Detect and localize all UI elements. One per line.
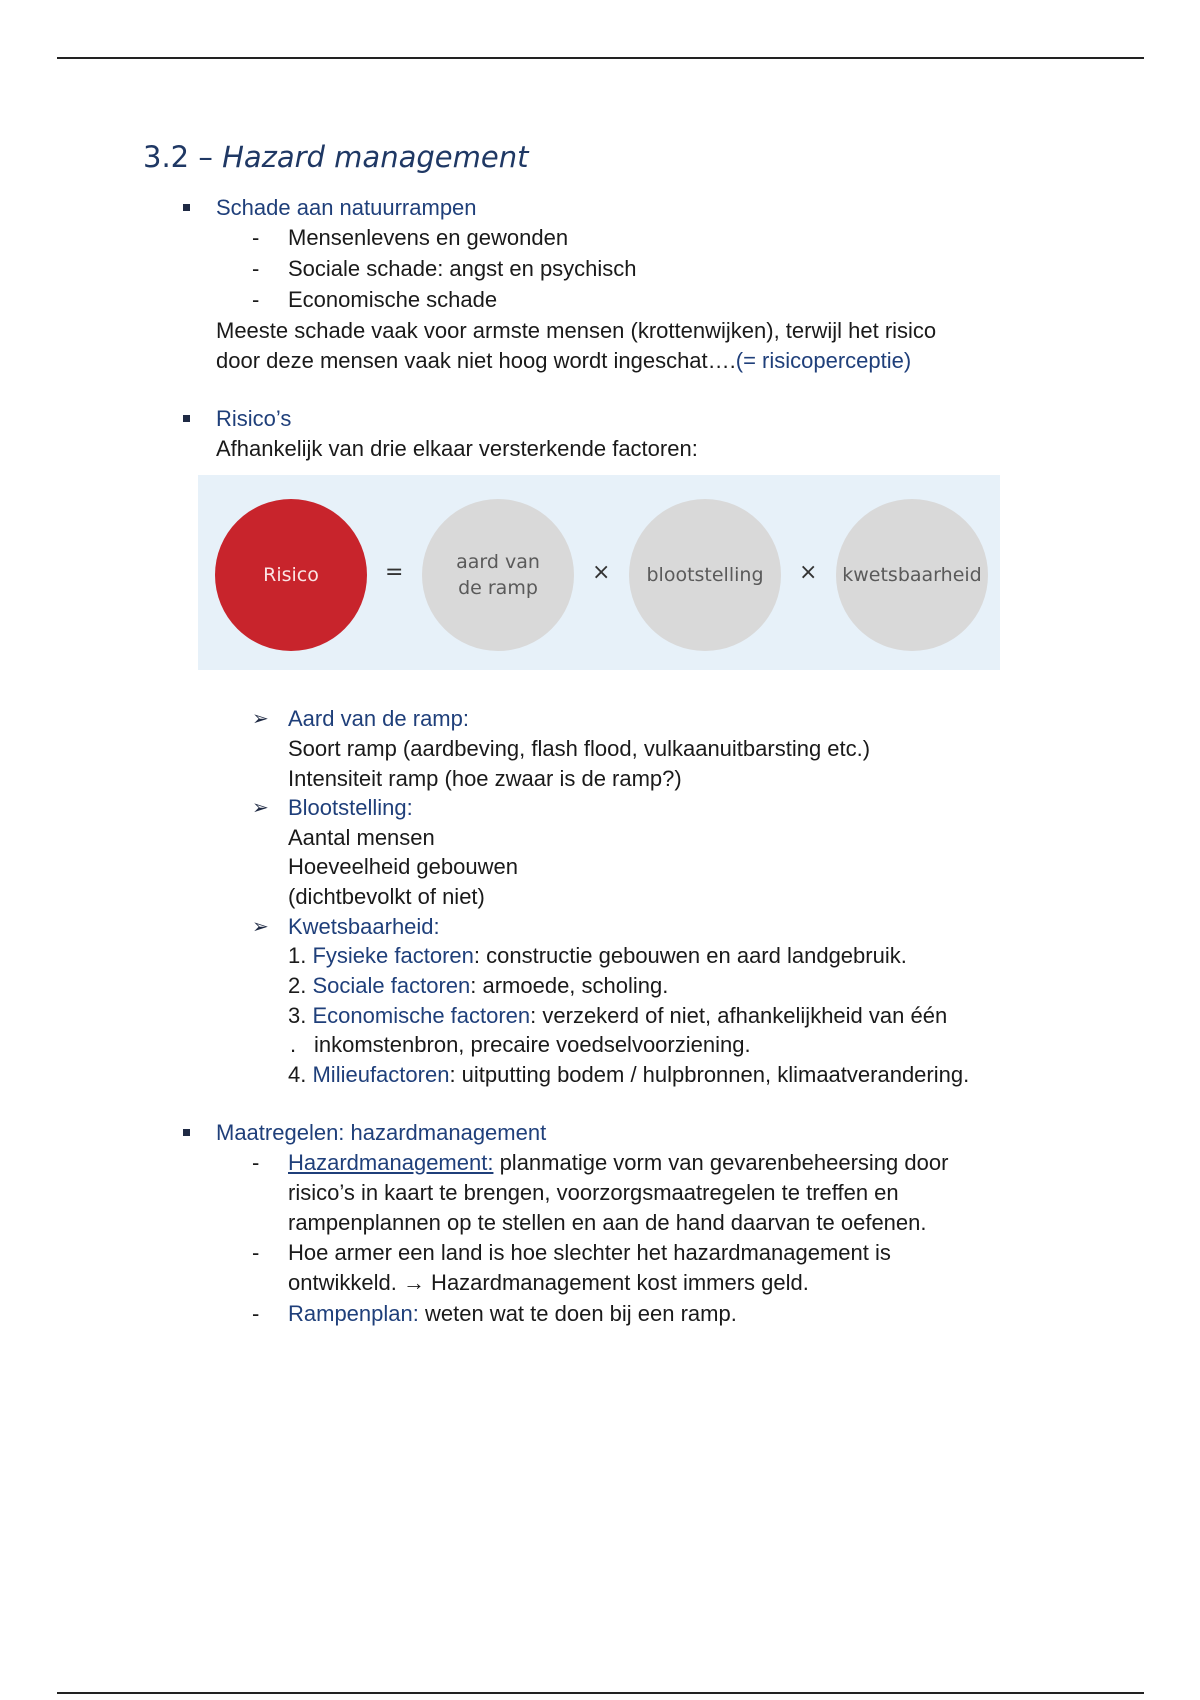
factor-label: Economische factoren bbox=[312, 1003, 531, 1028]
section-heading-risicos: Risico’s bbox=[216, 406, 292, 431]
arrow-bullet-icon: ➢ bbox=[252, 708, 269, 730]
continuation-marker: . bbox=[290, 1032, 297, 1057]
dash-marker: - bbox=[252, 287, 260, 312]
times-sign: × bbox=[592, 560, 611, 585]
dash-marker: - bbox=[252, 225, 260, 250]
definition-line: risico’s in kaart te brengen, voorzorgsmaatregelen te treffen en bbox=[288, 1180, 899, 1205]
numbered-item bbox=[288, 941, 907, 971]
rampenplan-term: Rampenplan: bbox=[288, 1301, 419, 1326]
risicoperceptie-note: (= risicoperceptie) bbox=[735, 348, 912, 373]
rampenplan-text: weten wat te doen bij een ramp. bbox=[418, 1301, 737, 1326]
list-item: Mensenlevens en gewonden bbox=[288, 225, 569, 250]
risico-label: Risico bbox=[263, 564, 319, 586]
list-item: Economische schade bbox=[288, 287, 498, 312]
item-number: 1. bbox=[288, 943, 307, 968]
section-number: 3.2 – bbox=[143, 140, 213, 174]
aard-circle bbox=[422, 499, 574, 651]
dash-marker: - bbox=[252, 1150, 260, 1175]
page-title bbox=[143, 140, 528, 174]
kwets-heading: Kwetsbaarheid: bbox=[288, 914, 440, 939]
list-item: Sociale schade: angst en psychisch bbox=[288, 256, 637, 281]
definition-line bbox=[288, 1148, 948, 1178]
bloot-line: (dichtbevolkt of niet) bbox=[288, 884, 485, 909]
factor-label: Fysieke factoren bbox=[312, 943, 474, 968]
factor-text: : armoede, scholing. bbox=[470, 973, 669, 998]
aard-line: Intensiteit ramp (hoe zwaar is de ramp?) bbox=[288, 766, 682, 791]
paragraph-text: door deze mensen vaak niet hoog wordt ingeschat…. bbox=[216, 348, 736, 373]
bullet-icon bbox=[183, 204, 190, 211]
factor-label: Milieufactoren bbox=[312, 1062, 450, 1087]
section-title-text: Hazard management bbox=[222, 140, 529, 174]
bloot-heading: Blootstelling: bbox=[288, 795, 413, 820]
aard-label-line2: de ramp bbox=[458, 577, 538, 599]
top-rule bbox=[57, 57, 1144, 59]
factor-label: Sociale factoren bbox=[312, 973, 471, 998]
bloot-line: Aantal mensen bbox=[288, 825, 435, 850]
hazardmanagement-term: Hazardmanagement: bbox=[288, 1150, 494, 1175]
item-number: 4. bbox=[288, 1062, 307, 1087]
aard-heading: Aard van de ramp: bbox=[288, 706, 469, 731]
paragraph-line: Meeste schade vaak voor armste mensen (krottenwijken), terwijl het risico bbox=[216, 318, 937, 343]
aard-line: Soort ramp (aardbeving, flash flood, vulkaanuitbarsting etc.) bbox=[288, 736, 871, 761]
bloot-line: Hoeveelheid gebouwen bbox=[288, 854, 518, 879]
bullet-icon bbox=[183, 1129, 190, 1136]
times-sign: × bbox=[799, 560, 818, 585]
kwetsbaarheid-label: kwetsbaarheid bbox=[842, 564, 982, 586]
bullet-icon bbox=[183, 415, 190, 422]
paragraph-line bbox=[216, 346, 911, 376]
factor-text: : uitputting bodem / hulpbronnen, klimaatverandering. bbox=[449, 1062, 970, 1087]
dash-marker: - bbox=[252, 1240, 260, 1265]
blootstelling-label: blootstelling bbox=[646, 564, 764, 586]
item-number: 3. bbox=[288, 1003, 307, 1028]
numbered-item bbox=[288, 971, 668, 1001]
definition-text: planmatige vorm van gevarenbeheersing door bbox=[493, 1150, 949, 1175]
risk-formula-diagram bbox=[198, 475, 1000, 670]
aard-label-line1: aard van bbox=[456, 551, 540, 573]
numbered-item-continuation: inkomstenbron, precaire voedselvoorziening. bbox=[314, 1032, 751, 1057]
section-heading-schade: Schade aan natuurrampen bbox=[216, 195, 477, 220]
risico-circle bbox=[215, 499, 367, 651]
numbered-item bbox=[288, 1060, 969, 1090]
list-item: ontwikkeld. → Hazardmanagement kost immers geld. bbox=[288, 1270, 809, 1295]
aard-label bbox=[456, 549, 540, 601]
arrow-bullet-icon: ➢ bbox=[252, 797, 269, 819]
section-heading-maatregelen: Maatregelen: hazardmanagement bbox=[216, 1120, 547, 1145]
item-number: 2. bbox=[288, 973, 307, 998]
equals-sign: = bbox=[385, 560, 404, 585]
kwetsbaarheid-circle bbox=[836, 499, 988, 651]
blootstelling-circle bbox=[629, 499, 781, 651]
list-item: Hoe armer een land is hoe slechter het hazardmanagement is bbox=[288, 1240, 891, 1265]
definition-line: rampenplannen op te stellen en aan de hand daarvan te oefenen. bbox=[288, 1210, 927, 1235]
risicos-intro: Afhankelijk van drie elkaar versterkende factoren: bbox=[216, 436, 698, 461]
dash-marker: - bbox=[252, 256, 260, 281]
list-item bbox=[288, 1299, 737, 1329]
numbered-item bbox=[288, 1001, 947, 1031]
bottom-rule bbox=[57, 1692, 1144, 1694]
factor-text: : constructie gebouwen en aard landgebruik. bbox=[473, 943, 907, 968]
factor-text: : verzekerd of niet, afhankelijkheid van één bbox=[530, 1003, 948, 1028]
arrow-bullet-icon: ➢ bbox=[252, 916, 269, 938]
dash-marker: - bbox=[252, 1301, 260, 1326]
